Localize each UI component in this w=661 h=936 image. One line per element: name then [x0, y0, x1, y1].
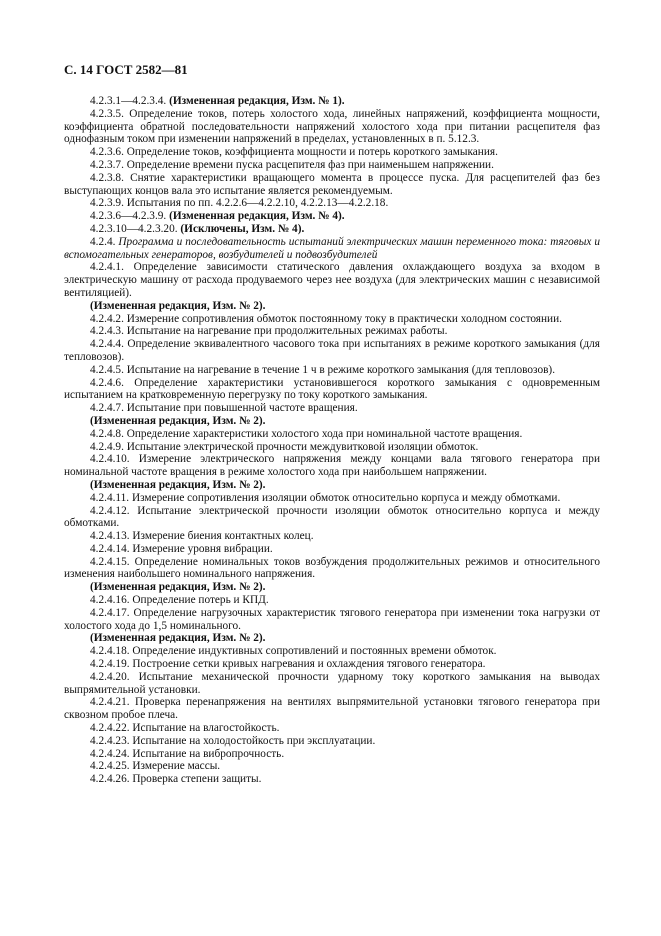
- clause-text: Измерение уровня вибрации.: [132, 542, 273, 555]
- clause-text: Определение нагрузочных характеристик тягового генератора при изменении тока нагрузки от холостого хода до 1,5 номинального.: [64, 606, 601, 632]
- amendment-note: (Измененная редакция, Изм. № 2).: [90, 581, 266, 594]
- clause-text: Определение потерь и КПД.: [132, 594, 269, 607]
- clause-number: 4.2.4.26.: [90, 773, 130, 786]
- clause-paragraph: [64, 748, 600, 761]
- clause-number: 4.2.4.17.: [90, 606, 130, 619]
- clause-number: 4.2.3.5.: [90, 107, 124, 120]
- clause-paragraph: [64, 696, 600, 722]
- clause-number: 4.2.4.4.: [90, 338, 124, 351]
- clause-number: 4.2.4.20.: [90, 670, 130, 683]
- page-header: С. 14 ГОСТ 2582—81: [64, 62, 188, 77]
- clause-number: 4.2.3.7.: [90, 158, 124, 171]
- clause-number: 4.2.4.21.: [90, 696, 130, 709]
- clause-paragraph: [64, 364, 600, 377]
- amendment-note: (Измененная редакция, Изм. № 2).: [90, 478, 266, 491]
- clause-number: 4.2.4.3.: [90, 325, 124, 338]
- clause-number: 4.2.3.6.: [90, 146, 124, 159]
- clause-paragraph: [64, 313, 600, 326]
- clause-text: Определение времени пуска расцепителя фаз при наименьшем напряжении.: [126, 158, 494, 171]
- clause-text: Определение токов, потерь холостого хода, линейных напряжений, коэффициента мощности, коэффициента обратной последовательности напряжений холостого хода при питании расцепителя фаз однофазным током при изменении напряжений в пределах, установленных в п. 5.12.3.: [64, 107, 600, 146]
- clause-number: 4.2.4.18.: [90, 645, 130, 658]
- clause-text: Измерение сопротивления изоляции обмоток относительно корпуса и между обмотками.: [131, 491, 561, 504]
- clause-paragraph: [64, 607, 600, 633]
- clause-text: Измерение биения контактных колец.: [132, 530, 314, 543]
- clause-paragraph: [64, 760, 600, 773]
- clause-number: 4.2.4.1.: [90, 261, 124, 274]
- clause-text: Испытание на нагревание в течение 1 ч в режиме короткого замыкания (для тепловозов).: [126, 363, 556, 376]
- clause-text: Снятие характеристики вращающего момента в процессе пуска. Для расцепителей фаз без выступающих концов вала это испытание является рекомендуемым.: [64, 171, 600, 197]
- document-body: [64, 95, 600, 786]
- clause-paragraph: [64, 95, 600, 108]
- clause-paragraph: [64, 338, 600, 364]
- clause-text: Испытание на вибропрочность.: [132, 747, 285, 760]
- clause-text: Определение эквивалентного часового тока при испытаниях в режиме короткого замыкания (для тепловозов).: [64, 338, 600, 363]
- clause-paragraph: [64, 261, 600, 299]
- clause-number: 4.2.4.13.: [90, 530, 130, 543]
- clause-text: Определение токов, коэффициента мощности и потерь короткого замыкания.: [126, 146, 498, 159]
- clause-paragraph: [64, 735, 600, 748]
- clause-number: 4.2.4.2.: [90, 312, 124, 325]
- clause-number: 4.2.3.8.: [90, 171, 124, 184]
- clause-text: Измерение массы.: [132, 760, 221, 773]
- clause-number: 4.2.3.1—4.2.3.4.: [90, 95, 167, 107]
- clause-paragraph: [64, 428, 600, 441]
- clause-number: 4.2.4.24.: [90, 747, 130, 760]
- clause-number: 4.2.4.16.: [90, 594, 130, 607]
- clause-text: Определение индуктивных сопротивлений и постоянных времени обмоток.: [132, 645, 497, 658]
- clause-paragraph: [64, 645, 600, 658]
- clause-number: 4.2.4.19.: [90, 658, 130, 671]
- clause-text: Испытание механической прочности ударному току короткого замыкания на выводах выпрямительной установки.: [64, 670, 601, 696]
- amendment-note: (Измененная редакция, Изм. № 4).: [169, 210, 345, 223]
- clause-paragraph: [64, 146, 600, 159]
- clause-paragraph: [64, 325, 600, 338]
- clause-paragraph: [64, 377, 600, 403]
- clause-number: 4.2.3.9.: [90, 197, 124, 210]
- clause-number: 4.2.3.10—4.2.3.20.: [90, 222, 178, 235]
- clause-paragraph: [64, 223, 600, 236]
- clause-number: 4.2.3.6—4.2.3.9.: [90, 210, 167, 223]
- clause-number: 4.2.4.9.: [90, 440, 124, 453]
- clause-text: Измерение сопротивления обмоток постоянному току в практически холодном состоянии.: [126, 312, 562, 325]
- clause-paragraph: [64, 108, 600, 146]
- clause-number: 4.2.4.12.: [90, 504, 130, 517]
- amendment-note: (Исключены, Изм. № 4).: [180, 222, 305, 235]
- clause-number: 4.2.4.7.: [90, 402, 124, 415]
- clause-paragraph: [64, 492, 600, 505]
- clause-text: Испытание на нагревание при продолжительных режимах работы.: [126, 325, 448, 338]
- clause-number: 4.2.4.25.: [90, 760, 130, 773]
- clause-text: Определение зависимости статического давления охлаждающего воздуха за входом в электрическую машину от расхода продуваемого через нее воздуха (для электрических машин с независимой вентиляцией).: [64, 261, 600, 299]
- clause-text: Определение номинальных токов возбуждения продолжительных режимов и относительного изменения наибольшего номинального напряжения.: [64, 555, 600, 581]
- clause-paragraph: [64, 172, 600, 198]
- clause-text: Проверка перенапряжения на вентилях выпрямительной установки тягового генератора при сквозном пробое плеча.: [64, 696, 600, 722]
- clause-text: Проверка степени защиты.: [132, 773, 262, 786]
- amendment-note: (Измененная редакция, Изм. № 2).: [90, 299, 266, 312]
- clause-text: Испытание при повышенной частоте вращения.: [126, 402, 358, 415]
- clause-text: Испытания по пп. 4.2.2.6—4.2.2.10, 4.2.2.13—4.2.2.18.: [126, 197, 389, 210]
- clause-paragraph: [64, 543, 600, 556]
- clause-paragraph: [64, 402, 600, 415]
- clause-paragraph: [64, 556, 600, 582]
- clause-number: 4.2.4.23.: [90, 734, 130, 747]
- clause-text: Испытание на холодостойкость при эксплуатации.: [132, 734, 376, 747]
- clause-number: 4.2.4.5.: [90, 363, 124, 376]
- clause-paragraph: [64, 505, 600, 531]
- clause-number: 4.2.4.14.: [90, 542, 130, 555]
- clause-paragraph: [64, 773, 600, 786]
- clause-text: Испытание электрической прочности изоляции обмоток относительно корпуса и между обмотками.: [64, 504, 600, 530]
- clause-paragraph: [64, 236, 600, 262]
- clause-number: 4.2.4.10.: [90, 453, 130, 466]
- clause-number: 4.2.4.11.: [90, 491, 130, 504]
- clause-text: Испытание на влагостойкость.: [132, 722, 280, 735]
- clause-number: 4.2.4.8.: [90, 427, 124, 440]
- clause-paragraph: [64, 210, 600, 223]
- clause-number: 4.2.4.6.: [90, 376, 124, 389]
- amendment-note: (Измененная редакция, Изм. № 1).: [169, 95, 345, 107]
- clause-text: Определение характеристики холостого хода при номинальной частоте вращения.: [126, 427, 523, 440]
- clause-paragraph: [64, 530, 600, 543]
- clause-paragraph: [64, 658, 600, 671]
- clause-paragraph: [64, 159, 600, 172]
- clause-text: Измерение электрического напряжения между концами вала тягового генератора при номинальной частоте вращения в режиме холостого хода при наибольшем напряжении.: [64, 453, 600, 479]
- clause-paragraph: [64, 441, 600, 454]
- clause-text: Испытание электрической прочности междувитковой изоляции обмоток.: [126, 440, 479, 453]
- amendment-note: (Измененная редакция, Изм. № 2).: [90, 414, 266, 427]
- amendment-note: (Измененная редакция, Изм. № 2).: [90, 632, 266, 645]
- clause-paragraph: [64, 197, 600, 210]
- clause-title: Программа и последовательность испытаний электрических машин переменного тока: тяговых и вспомогательных генераторов, возбудителей и подвозбудителей: [64, 235, 600, 261]
- clause-paragraph: [64, 453, 600, 479]
- clause-text: Построение сетки кривых нагревания и охлаждения тягового генератора.: [132, 658, 486, 671]
- clause-number: 4.2.4.: [90, 235, 116, 248]
- clause-paragraph: [64, 594, 600, 607]
- clause-text: Определение характеристики установившегося короткого замыкания с одновременным испытанием на кратковременную перегрузку по току короткого замыкания.: [64, 376, 600, 402]
- clause-number: 4.2.4.15.: [90, 555, 130, 568]
- clause-number: 4.2.4.22.: [90, 722, 130, 735]
- clause-paragraph: [64, 671, 600, 697]
- clause-paragraph: [64, 722, 600, 735]
